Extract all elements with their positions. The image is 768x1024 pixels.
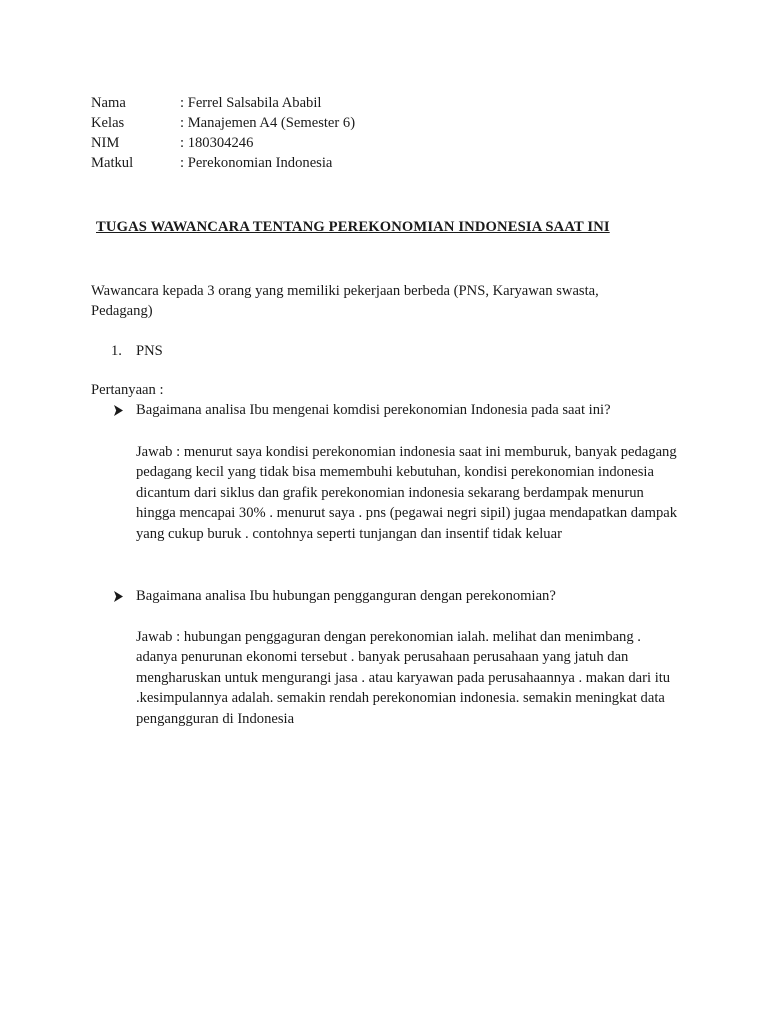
info-value: : Perekonomian Indonesia — [180, 155, 333, 171]
answer-1: Jawab : menurut saya kondisi perekonomian indonesia saat ini memburuk, banyak pedagang pedagang kecil yang tidak bisa memembuhi kebutuhan, kondisi perekonomian indonesia dicantum dari siklus dan grafik perekonomian indonesia sekarang berdampak menurun hingga mencapai 30% . menurut saya . pns (pegawai negri sipil) jugaa mendapatkan dampak yang cukup buruk . contohnya seperti tunjangan dan insentif tidak keluar — [136, 444, 678, 542]
document-title: TUGAS WAWANCARA TENTANG PEREKONOMIAN INDONESIA SAAT INI — [96, 219, 610, 235]
info-value: : 180304246 — [180, 135, 254, 151]
info-value: : Manajemen A4 (Semester 6) — [180, 115, 356, 131]
section-name: PNS — [136, 343, 163, 359]
question-text: Bagaimana analisa Ibu mengenai komdisi perekonomian Indonesia pada saat ini? — [136, 402, 611, 418]
intro-paragraph: Wawancara kepada 3 orang yang memiliki pekerjaan berbeda (PNS, Karyawan swasta, Pedagang) — [91, 283, 599, 320]
section-number: 1. — [111, 343, 122, 359]
questions-label: Pertanyaan : — [91, 382, 164, 398]
arrowhead-bullet-icon — [113, 586, 125, 606]
question-text: Bagaimana analisa Ibu hubungan pengganguran dengan perekonomian? — [136, 588, 556, 604]
info-label: Nama — [91, 95, 126, 111]
info-value: : Ferrel Salsabila Ababil — [180, 95, 322, 111]
info-label: NIM — [91, 135, 120, 151]
arrowhead-bullet-icon — [113, 400, 125, 420]
answer-2: Jawab : hubungan penggaguran dengan perekonomian ialah. melihat dan menimbang . adanya penurunan ekonomi tersebut . banyak perusahaan perusahaan yang jatuh dan mengharuskan untuk mengurangi jasa . atau karyawan pada perusahaannya . makan dari itu .kesimpulannya adalah. semakin rendah perekonomian indonesia. semakin meningkat data pengangguran di Indonesia — [136, 629, 671, 727]
info-label: Matkul — [91, 155, 134, 171]
info-label: Kelas — [91, 115, 125, 131]
